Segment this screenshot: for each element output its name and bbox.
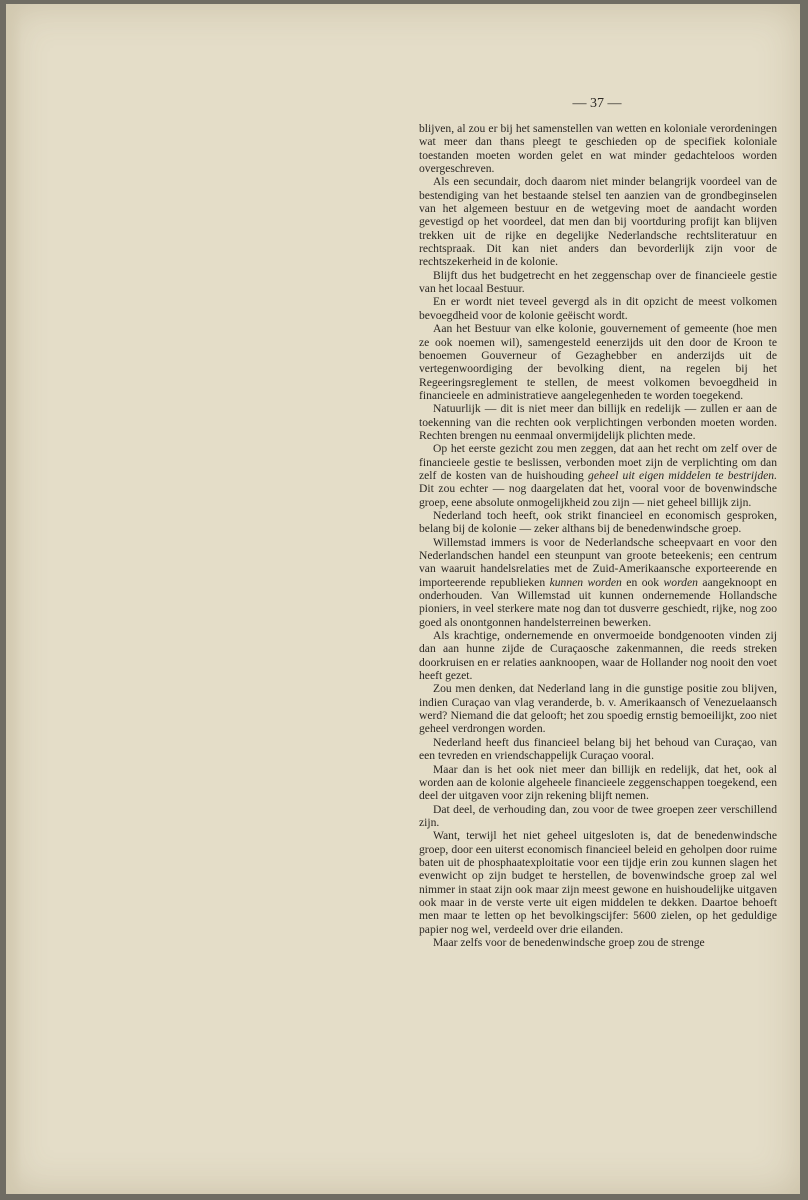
- paragraph-text: En er wordt niet teveel gevergd als in dit opzicht de meest volkomen bevoegdheid voor de kolonie geëischt wordt.: [419, 295, 777, 322]
- paragraph: [419, 682, 777, 735]
- paragraph-text: Op het eerste gezicht zou men zeggen, dat aan het recht om zelf over de financieele gestie te beslissen, verbonden moet zijn de verplichting om dan zelf de kosten van de huishouding: [419, 442, 777, 482]
- paragraph-text: Natuurlijk — dit is niet meer dan billijk en redelijk — zullen er aan de toekenning van die rechten ook verplichtingen verbonden moeten worden. Rechten brengen nu eenmaal onvermijdelijk plichten mede.: [419, 402, 777, 442]
- paragraph-text: Aan het Bestuur van elke kolonie, gouvernement of gemeente (hoe men ze ook noemen wil), samengesteld eenerzijds uit den door de Kroon te benoemen Gouverneur of Gezaghebber en anderzijds uit de vertegenwoordiging der bevolking dient, na regelen bij het Regeeringsreglement te stellen, de meest volkomen bevoegdheid in financieele en administratieve aangelegenheden te worden toegekend.: [419, 322, 777, 402]
- page-fold-shadow: [6, 4, 22, 1194]
- paragraph-text: Willemstad immers is voor de Nederlandsche scheepvaart en voor den Nederlandschen handel een steunpunt van groote beteekenis; een centrum van waaruit handelsrelaties met de Zuid-Amerikaansche exporteerende en importeerende republieken: [419, 535, 777, 589]
- italic-text: geheel uit eigen middelen te bestrijden.: [588, 468, 777, 482]
- paragraph: [419, 763, 777, 803]
- paragraph: [419, 402, 777, 442]
- paragraph-text: Want, terwijl het niet geheel uitgesloten is, dat de benedenwindsche groep, door een uiterst economisch financieel beleid en geholpen door ruime baten uit de phosphaatexploitatie voor een tijdje erin zou kunnen slagen het evenwicht op zijn budget te herstellen, de bovenwindsche groep zal wel nimmer in staat zijn ook maar zijn meest gewone en huishoudelijke uitgaven ook maar in de verste verte uit eigen middelen te dekken. Daartoe behoeft men maar te letten op het bevolkingscijfer: 5600 zielen, op het geduldige papier nog wel, verdeeld over drie eilanden.: [419, 829, 777, 936]
- paragraph: [419, 442, 777, 509]
- document-page: [6, 4, 800, 1194]
- text-column: [419, 122, 777, 949]
- paragraph: [419, 803, 777, 830]
- paragraph-text: Als een secundair, doch daarom niet minder belangrijk voordeel van de bestendiging van het bestaande stelsel ten aanzien van de grondbeginselen van het algemeen bestuur en de wetgeving moet de aandacht worden gevestigd op het voordeel, dat men dan bij voortduring profijt kan blijven trekken uit de rijke en degelijke Nederlandsche rechtsliteratuur en rechtspraak. Dit kan niet anders dan bevorderlijk zijn voor de rechtszekerheid in de kolonie.: [419, 175, 777, 269]
- paragraph-text: blijven, al zou er bij het samenstellen van wetten en koloniale verordeningen wat meer dan thans pleegt te geschieden op de specifiek koloniale toestanden moeten worden gelet en wat minder gedachteloos worden overgeschreven.: [419, 122, 777, 176]
- paragraph: [419, 536, 777, 629]
- italic-text: worden: [663, 575, 698, 589]
- paragraph-text: Zou men denken, dat Nederland lang in die gunstige positie zou blijven, indien Curaçao van vlag veranderde, b. v. Amerikaansch of Venezuelaansch werd? Niemand die dat gelooft; het zou spoedig ernstig bemoeilijkt, zoo niet geheel verdrongen worden.: [419, 682, 777, 736]
- paragraph: [419, 629, 777, 682]
- page-number: — 37 —: [572, 96, 622, 111]
- paragraph: [419, 936, 777, 949]
- paragraph: [419, 322, 777, 402]
- paragraph-text: Blijft dus het budgetrecht en het zeggenschap over de financieele gestie van het locaal Bestuur.: [419, 268, 777, 296]
- paragraph-text: Maar zelfs voor de benedenwindsche groep zou de strenge: [433, 935, 705, 949]
- paragraph: [419, 269, 777, 296]
- paragraph-text: Nederland toch heeft, ook strikt financieel en economisch gesproken, belang bij de kolonie — zeker althans bij de benedenwindsche groep.: [419, 508, 777, 536]
- paragraph-text: en ook: [621, 575, 664, 589]
- paragraph-text: aangeknoopt en onderhouden. Van Willemstad uit kunnen ondernemende Hollandsche pioniers, in veel sterkere mate nog dan tot dusverre geschiedt, rijke, nog zoo goed als onontgonnen handelsterreinen bewerken.: [419, 575, 777, 629]
- paragraph: [419, 736, 777, 763]
- paragraph: [419, 829, 777, 936]
- paragraph-text: Nederland heeft dus financieel belang bij het behoud van Curaçao, van een tevreden en vriendschappelijk Curaçao vooral.: [419, 735, 777, 763]
- paragraph: [419, 509, 777, 536]
- paragraph-text: Als krachtige, ondernemende en onvermoeide bondgenooten vinden zij dan aan hunne zijde de Curaçaosche zakenmannen, die reeds streken doorkruisen en er relaties aanknoopen, waar de Hollander nog nooit den voet heeft gezet.: [419, 629, 777, 683]
- paragraph: [419, 175, 777, 268]
- paragraph-text: Dat deel, de verhouding dan, zou voor de twee groepen zeer verschillend zijn.: [419, 802, 777, 829]
- paragraph-text: Maar dan is het ook niet meer dan billijk en redelijk, dat het, ook al worden aan de kolonie algeheele financieele zeggenschappen toegekend, een deel der uitgaven voor zijn rekening blijft nemen.: [419, 762, 777, 803]
- italic-text: kunnen worden: [549, 575, 622, 589]
- paragraph: [419, 295, 777, 322]
- paragraph-text: Dit zou echter — nog daargelaten dat het, vooral voor de bovenwindsche groep, eene absolute onmogelijkheid zou zijn — niet geheel billijk zijn.: [419, 482, 777, 509]
- paragraph: [419, 122, 777, 175]
